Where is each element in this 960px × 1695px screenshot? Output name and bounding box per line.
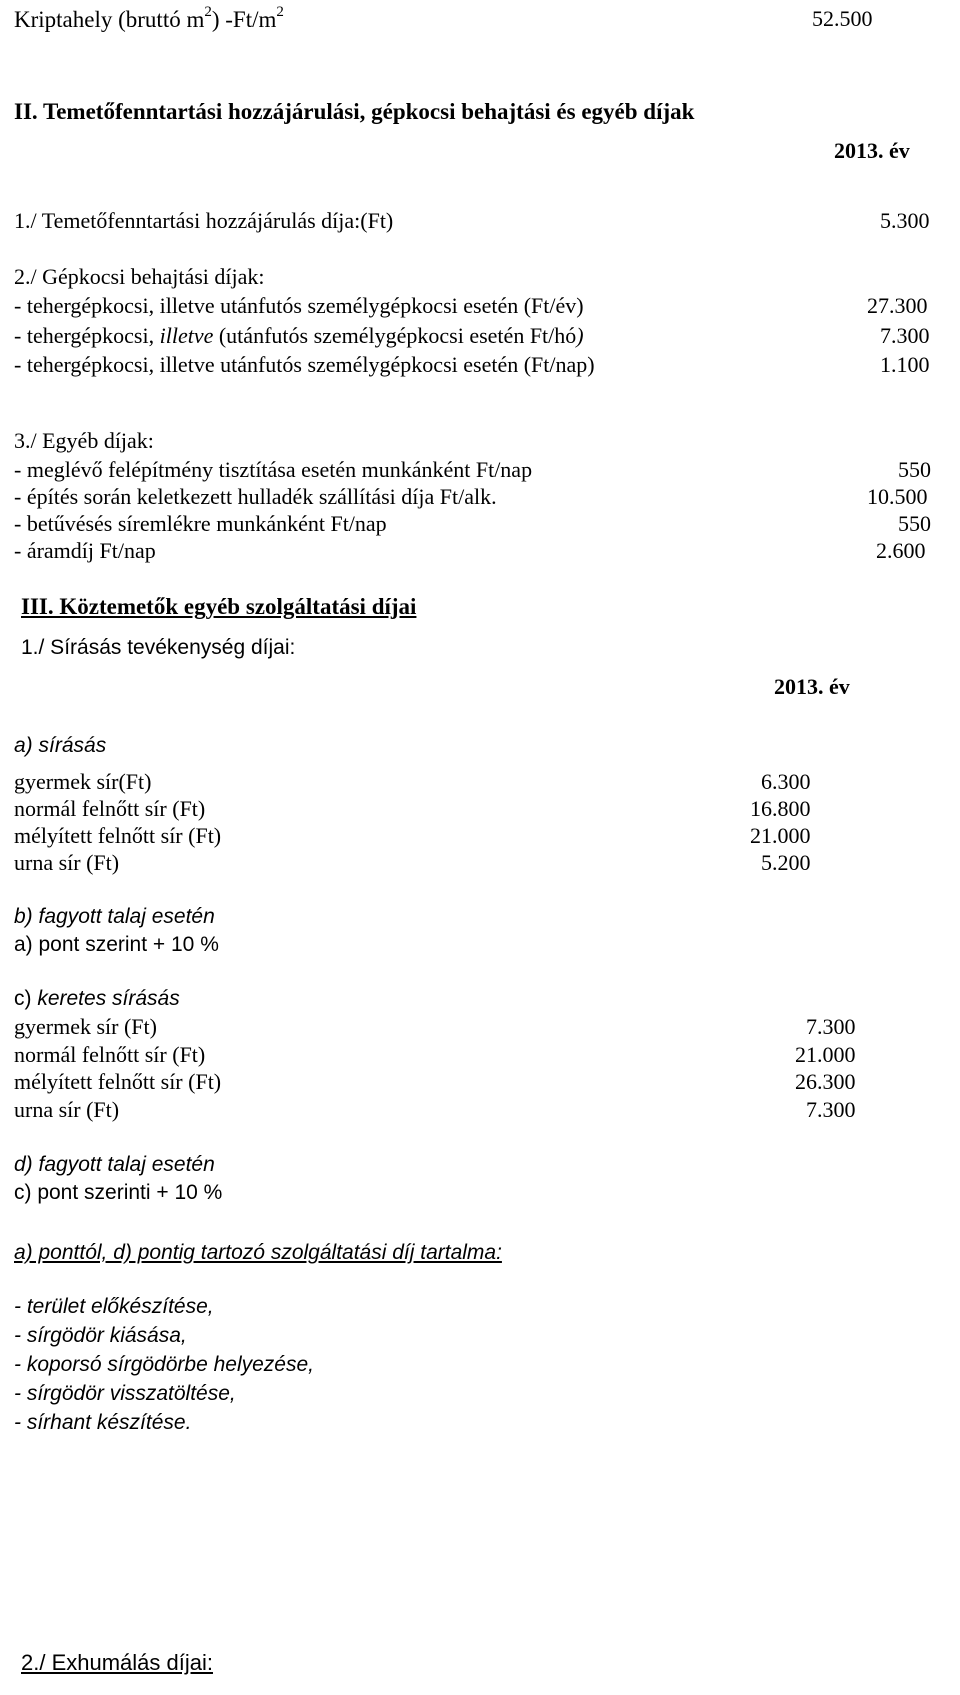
c-row4-label: urna sír (Ft) [14, 1097, 120, 1122]
c-row2-value: 21.000 [795, 1042, 856, 1067]
item1-value: 5.300 [880, 208, 930, 233]
c-row1-value: 7.300 [806, 1014, 856, 1039]
a-row1-label: gyermek sír(Ft) [14, 769, 152, 794]
item3-row4-value: 2.600 [876, 538, 926, 563]
c-row3-value: 26.300 [795, 1069, 856, 1094]
content-heading: a) ponttól, d) pontig tartozó szolgáltatási díj tartalma: [14, 1241, 502, 1264]
a-heading: a) sírásás [14, 734, 107, 757]
a-row1-value: 6.300 [761, 769, 811, 794]
a-row2-value: 16.800 [750, 796, 811, 821]
c-row3-label: mélyített felnőtt sír (Ft) [14, 1069, 222, 1094]
crypt-price-value: 52.500 [812, 6, 873, 31]
item3-row4-label: - áramdíj Ft/nap [14, 538, 156, 563]
section2-year: 2013. év [834, 138, 910, 163]
sub1-heading: 1./ Sírásás tevékenység díjai: [21, 636, 296, 659]
d-text: c) pont szerinti + 10 % [14, 1181, 223, 1204]
c-row4-value: 7.300 [806, 1097, 856, 1122]
item2-row3-label: - tehergépkocsi, illetve utánfutós személygépkocsi esetén (Ft/nap) [14, 352, 595, 377]
item3-row2-value: 10.500 [867, 484, 928, 509]
item3-heading: 3./ Egyéb díjak: [14, 428, 154, 453]
item2-row3-value: 1.100 [880, 352, 930, 377]
a-row2-label: normál felnőtt sír (Ft) [14, 796, 206, 821]
content-item-4: - sírgödör visszatöltése, [14, 1382, 236, 1405]
sub2-heading: 2./ Exhumálás díjai: [21, 1650, 213, 1675]
item2-row1-label: - tehergépkocsi, illetve utánfutós személygépkocsi esetén (Ft/év) [14, 293, 584, 318]
item1-label: 1./ Temetőfenntartási hozzájárulás díja:(Ft) [14, 208, 394, 233]
item3-row3-value: 550 [898, 511, 931, 536]
section2-heading: II. Temetőfenntartási hozzájárulási, gépkocsi behajtási és egyéb díjak [14, 99, 695, 124]
b-text: a) pont szerint + 10 % [14, 933, 219, 956]
item2-row2-value: 7.300 [880, 323, 930, 348]
item2-heading: 2./ Gépkocsi behajtási díjak: [14, 264, 265, 289]
item3-row1-value: 550 [898, 457, 931, 482]
content-item-3: - koporsó sírgödörbe helyezése, [14, 1353, 314, 1376]
b-heading: b) fagyott talaj esetén [14, 905, 215, 928]
item3-row3-label: - betűvésés síremlékre munkánként Ft/nap [14, 511, 387, 536]
c-heading: c) keretes sírásás [14, 987, 180, 1010]
crypt-price-label: Kriptahely (bruttó $m^2$) $-Ft/m^2$ [14, 4, 284, 32]
c-row1-label: gyermek sír (Ft) [14, 1014, 157, 1039]
content-item-5: - sírhant készítése. [14, 1411, 192, 1434]
item3-row2-label: - építés során keletkezett hulladék szállítási díja Ft/alk. [14, 484, 497, 509]
item2-row1-value: 27.300 [867, 293, 928, 318]
a-row3-value: 21.000 [750, 823, 811, 848]
a-row4-label: urna sír (Ft) [14, 850, 120, 875]
c-row2-label: normál felnőtt sír (Ft) [14, 1042, 206, 1067]
a-row3-label: mélyített felnőtt sír (Ft) [14, 823, 222, 848]
section3-year: 2013. év [774, 674, 850, 699]
item3-row1-label: - meglévő felépítmény tisztítása esetén munkánként Ft/nap [14, 457, 533, 482]
content-item-1: - terület előkészítése, [14, 1295, 214, 1318]
section3-heading: III. Köztemetők egyéb szolgáltatási díjai [21, 594, 417, 619]
content-item-2: - sírgödör kiásása, [14, 1324, 187, 1347]
a-row4-value: 5.200 [761, 850, 811, 875]
d-heading: d) fagyott talaj esetén [14, 1153, 215, 1176]
item2-row2-label: - tehergépkocsi, illetve (utánfutós személygépkocsi esetén Ft/hó) [14, 323, 584, 348]
